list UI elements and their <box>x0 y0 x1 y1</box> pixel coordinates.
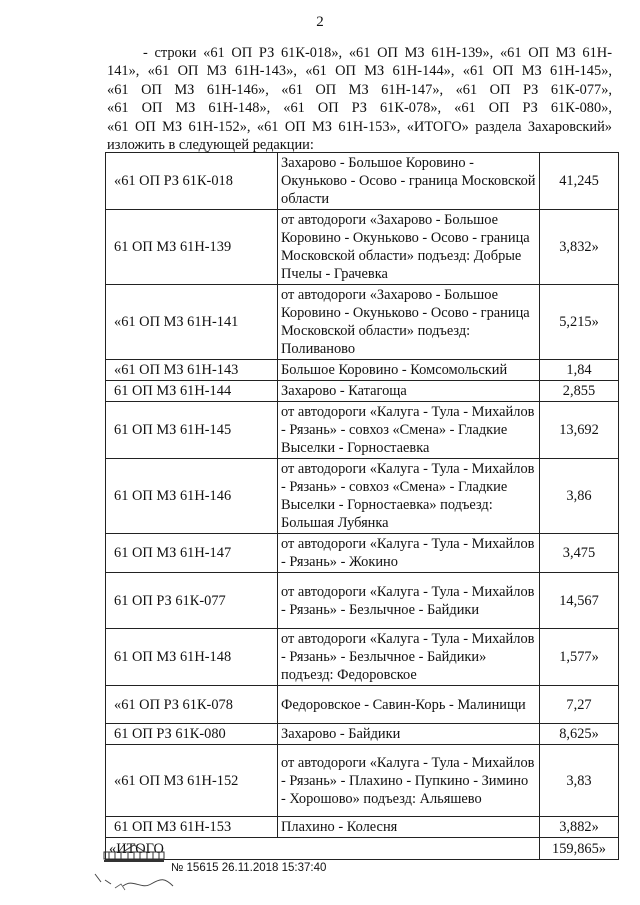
road-code: 61 ОП МЗ 61Н-153 <box>106 817 278 838</box>
road-code: «61 ОП МЗ 61Н-141 <box>106 285 278 360</box>
road-name: от автодороги «Калуга - Тула - Михайлов - Рязань» - Плахино - Пупкино - Зимино - Хорошово» подъезд: Альяшево <box>278 745 540 817</box>
table-row <box>106 534 619 573</box>
road-length: 3,882» <box>540 817 619 838</box>
table-row <box>106 745 619 817</box>
road-name: Большое Коровино - Комсомольский <box>278 360 540 381</box>
road-code: 61 ОП МЗ 61Н-145 <box>106 402 278 459</box>
table-row <box>106 285 619 360</box>
road-length: 7,27 <box>540 686 619 724</box>
road-name: от автодороги «Захарово - Большое Коровино - Окуньково - Осово - граница Московской области» подъезд: Добрые Пчелы - Грачевка <box>278 210 540 285</box>
road-name: Федоровское - Савин-Корь - Малинищи <box>278 686 540 724</box>
intro-line: - строки «61 ОП РЗ 61К-018», «61 ОП МЗ 61Н-139», «61 ОП МЗ 61Н- <box>143 45 612 61</box>
road-code: 61 ОП МЗ 61Н-139 <box>106 210 278 285</box>
road-length: 14,567 <box>540 573 619 629</box>
intro-line: «61 ОП МЗ 61Н-146», «61 ОП МЗ 61Н-147», «61 ОП РЗ 61К-077», <box>107 81 612 98</box>
road-name: от автодороги «Калуга - Тула - Михайлов - Рязань» - Безлычное - Байдики» подъезд: Федоровское <box>278 629 540 686</box>
road-code: 61 ОП МЗ 61Н-147 <box>106 534 278 573</box>
road-length: 3,475 <box>540 534 619 573</box>
intro-line: 141», «61 ОП МЗ 61Н-143», «61 ОП МЗ 61Н-144», «61 ОП МЗ 61Н-145», <box>107 63 612 80</box>
table-row <box>106 402 619 459</box>
road-length: 3,832» <box>540 210 619 285</box>
road-code: «61 ОП РЗ 61К-078 <box>106 686 278 724</box>
table-row <box>106 686 619 724</box>
road-name: от автодороги «Калуга - Тула - Михайлов - Рязань» - совхоз «Смена» - Гладкие Выселки - Горностаевка» подъезд: Большая Лубянка <box>278 459 540 534</box>
table-row <box>106 629 619 686</box>
intro-line: «61 ОП МЗ 61Н-152», «61 ОП МЗ 61Н-153», «ИТОГО» раздела Захаровский» <box>107 118 612 135</box>
road-length: 2,855 <box>540 381 619 402</box>
table-row <box>106 381 619 402</box>
road-name: от автодороги «Калуга - Тула - Михайлов - Рязань» - Безлычное - Байдики <box>278 573 540 629</box>
table-row <box>106 360 619 381</box>
roads-table <box>105 152 619 860</box>
road-code: «61 ОП МЗ 61Н-152 <box>106 745 278 817</box>
page-number: 2 <box>316 14 324 30</box>
road-code: «61 ОП МЗ 61Н-143 <box>106 360 278 381</box>
intro-paragraph <box>107 44 612 154</box>
road-length: 5,215» <box>540 285 619 360</box>
road-code: 61 ОП РЗ 61К-077 <box>106 573 278 629</box>
total-value: 159,865» <box>540 838 619 860</box>
document-footer <box>103 842 403 892</box>
road-code: «61 ОП РЗ 61К-018 <box>106 153 278 210</box>
signature-scribble <box>93 868 183 892</box>
road-name: Плахино - Колесня <box>278 817 540 838</box>
road-name: от автодороги «Калуга - Тула - Михайлов - Рязань» - Жокино <box>278 534 540 573</box>
government-building-stamp <box>103 842 165 862</box>
road-code: 61 ОП РЗ 61К-080 <box>106 724 278 745</box>
road-name: от автодороги «Захарово - Большое Коровино - Окуньково - Осово - граница Московской области» подъезд: Поливаново <box>278 285 540 360</box>
table-row <box>106 724 619 745</box>
registration-number: № 15615 26.11.2018 15:37:40 <box>171 862 327 874</box>
road-length: 1,577» <box>540 629 619 686</box>
table-row <box>106 817 619 838</box>
road-length: 8,625» <box>540 724 619 745</box>
road-code: 61 ОП МЗ 61Н-146 <box>106 459 278 534</box>
table-row <box>106 573 619 629</box>
table-row <box>106 459 619 534</box>
road-length: 13,692 <box>540 402 619 459</box>
intro-line: изложить в следующей редакции: <box>107 137 314 154</box>
road-name: Захарово - Большое Коровино - Окуньково - Осово - граница Московской области <box>278 153 540 210</box>
intro-line: «61 ОП МЗ 61Н-148», «61 ОП РЗ 61К-078», «61 ОП РЗ 61К-080», <box>107 100 612 117</box>
road-code: 61 ОП МЗ 61Н-148 <box>106 629 278 686</box>
road-name: от автодороги «Калуга - Тула - Михайлов - Рязань» - совхоз «Смена» - Гладкие Выселки - Горностаевка <box>278 402 540 459</box>
table-row <box>106 210 619 285</box>
total-label: «ИТОГО <box>106 838 540 860</box>
road-code: 61 ОП МЗ 61Н-144 <box>106 381 278 402</box>
road-name: Захарово - Катагоща <box>278 381 540 402</box>
table-row <box>106 153 619 210</box>
road-length: 1,84 <box>540 360 619 381</box>
road-length: 3,83 <box>540 745 619 817</box>
road-name: Захарово - Байдики <box>278 724 540 745</box>
road-length: 41,245 <box>540 153 619 210</box>
road-length: 3,86 <box>540 459 619 534</box>
